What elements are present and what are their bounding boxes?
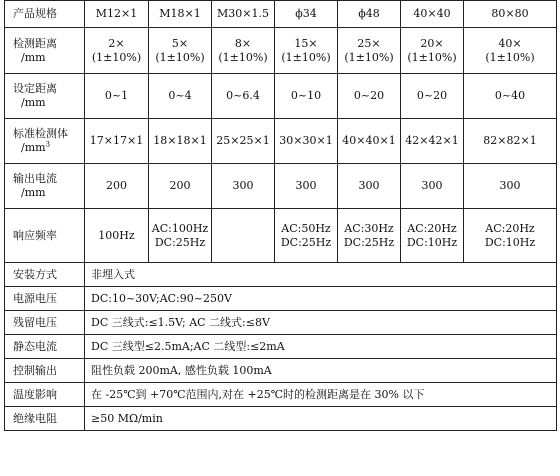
cell-value: 15× [294,36,318,50]
freq-dc: DC:25Hz [154,235,206,249]
freq-dc: DC:10Hz [406,235,458,249]
row-label [5,74,85,119]
table-cell: 25×25×1 [212,119,275,164]
table-cell [338,209,401,263]
row-label-unit [13,141,82,155]
row-label [5,28,85,74]
row-label-unit: /mm [21,50,46,64]
freq-ac: AC:100Hz [151,221,209,235]
row-value: 在 -25℃到 +70℃范围内,对在 +25℃时的检测距离是在 30% 以下 [85,383,557,407]
row-label-unit: /mm [21,186,46,199]
table-cell [401,209,464,263]
table-cell: 200 [85,164,149,209]
table-cell: 300 [464,164,557,209]
residual-voltage-row [5,311,557,335]
header-col-m30: M30×1.5 [212,1,275,28]
table-cell [464,209,557,263]
static-current-row [5,335,557,359]
cell-value: 8× [234,36,252,50]
header-row [5,1,557,28]
table-cell: 300 [401,164,464,209]
cell-tolerance: (1±10%) [485,50,535,64]
cell-value: 25× [357,36,381,50]
cell-value: 40× [498,36,522,50]
row-label: 控制输出 [5,359,85,383]
header-col-phi48: ϕ48 [338,1,401,28]
insulation-row [5,407,557,431]
cell-tolerance: (1±10%) [218,50,268,64]
install-row [5,263,557,287]
table-cell: 300 [338,164,401,209]
row-label [5,164,85,209]
table-cell [275,209,338,263]
row-label: 安装方式 [5,263,85,287]
row-label-line1: 设定距离 [13,82,57,95]
unit-text: /mm [21,141,46,154]
standard-target-row [5,119,557,164]
table-cell: 200 [149,164,212,209]
row-label: 电源电压 [5,287,85,311]
table-cell: 100Hz [85,209,149,263]
row-label: 残留电压 [5,311,85,335]
control-output-row [5,359,557,383]
table-cell: 300 [275,164,338,209]
spec-table [4,0,557,431]
row-label [5,119,85,164]
cell-tolerance: (1±10%) [281,50,331,64]
table-cell: 18×18×1 [149,119,212,164]
row-value: DC:10~30V;AC:90~250V [85,287,557,311]
cell-tolerance: (1±10%) [344,50,394,64]
table-cell: 0~40 [464,74,557,119]
freq-ac: AC:20Hz [407,221,457,235]
cell-value: 20× [420,36,444,50]
header-col-80x80: 80×80 [464,1,557,28]
freq-dc: DC:25Hz [280,235,332,249]
table-cell: 0~20 [401,74,464,119]
row-value: DC 三线式:≤1.5V; AC 二线式:≤8V [85,311,557,335]
header-col-phi34: ϕ34 [275,1,338,28]
table-cell: 30×30×1 [275,119,338,164]
row-value: 非埋入式 [85,263,557,287]
header-col-40x40: 40×40 [401,1,464,28]
table-cell [149,28,212,74]
table-cell: 82×82×1 [464,119,557,164]
table-cell [149,209,212,263]
cell-tolerance: (1±10%) [407,50,457,64]
cell-tolerance: (1±10%) [155,50,205,64]
table-cell: 0~4 [149,74,212,119]
header-col-m12: M12×1 [85,1,149,28]
table-cell: 0~6.4 [212,74,275,119]
table-cell [275,28,338,74]
row-label: 绝缘电阻 [5,407,85,431]
table-cell: 0~20 [338,74,401,119]
header-col-m18: M18×1 [149,1,212,28]
table-cell [85,28,149,74]
table-cell [338,28,401,74]
set-distance-row [5,74,557,119]
temperature-row [5,383,557,407]
row-value: 阻性负载 200mA, 感性负载 100mA [85,359,557,383]
row-label-line1: 标准检测体 [13,127,68,140]
freq-dc: DC:25Hz [343,235,395,249]
power-row [5,287,557,311]
table-cell: 0~10 [275,74,338,119]
detect-distance-row [5,28,557,74]
freq-ac: AC:20Hz [485,221,535,235]
table-cell [401,28,464,74]
table-cell: 0~1 [85,74,149,119]
row-label-line1: 检测距离 [13,36,57,50]
row-label-unit: /mm [21,96,46,109]
table-cell: 17×17×1 [85,119,149,164]
row-label: 温度影响 [5,383,85,407]
row-label: 静态电流 [5,335,85,359]
header-label: 产品规格 [5,1,85,28]
cell-value: 5× [171,36,189,50]
output-current-row [5,164,557,209]
freq-ac: AC:50Hz [281,221,331,235]
table-cell [464,28,557,74]
cell-value: 2× [108,36,125,50]
table-cell: 42×42×1 [401,119,464,164]
row-label-line1: 输出电流 [13,172,57,185]
freq-ac: AC:30Hz [344,221,394,235]
table-cell: 300 [212,164,275,209]
table-cell [212,209,275,263]
row-label: 响应频率 [5,209,85,263]
row-value: DC 三线型≤2.5mA;AC 二线型:≤2mA [85,335,557,359]
row-value: ≥50 MΩ/min [85,407,557,431]
response-frequency-row [5,209,557,263]
table-cell: 40×40×1 [338,119,401,164]
cell-tolerance: (1±10%) [91,50,142,64]
unit-superscript: 3 [45,140,51,149]
table-cell [212,28,275,74]
freq-dc: DC:10Hz [484,235,536,249]
